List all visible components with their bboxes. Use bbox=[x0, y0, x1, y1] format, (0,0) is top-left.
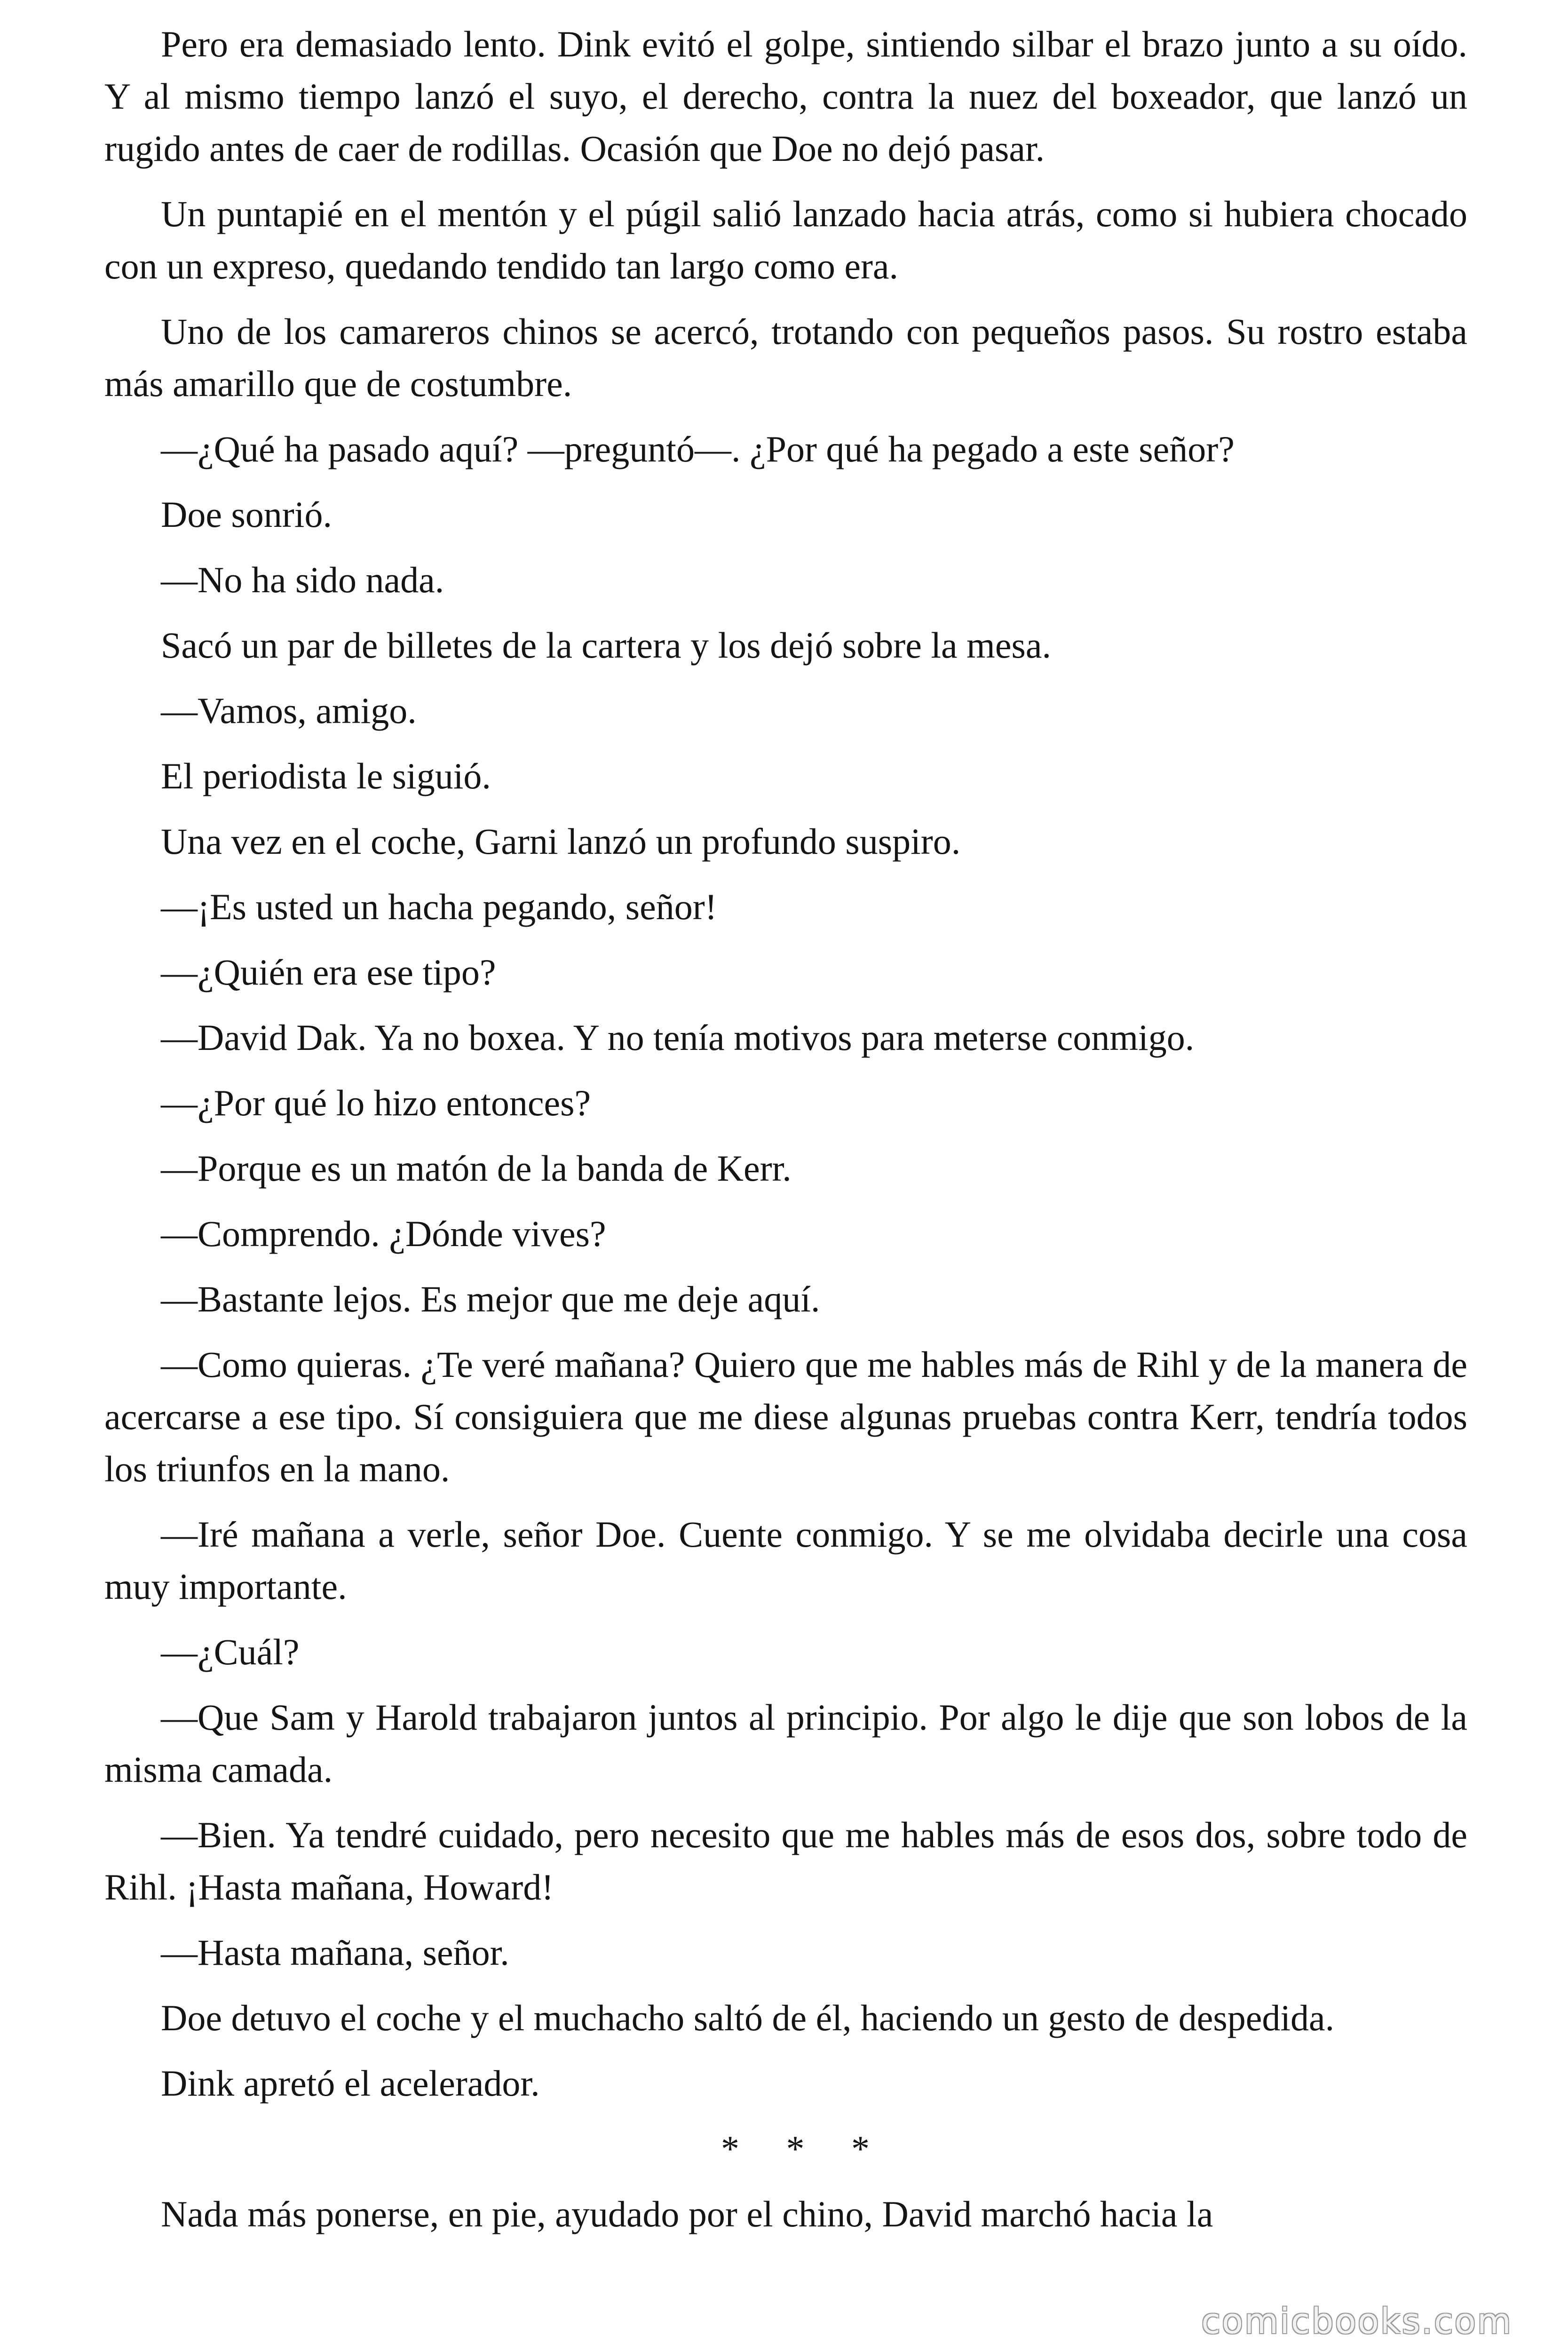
dialogue-line: —¿Qué ha pasado aquí? —preguntó—. ¿Por qué ha pegado a este señor? bbox=[161, 429, 1235, 469]
scene-break: * * * bbox=[721, 2128, 870, 2169]
dialogue-line: —David Dak. Ya no boxea. Y no tenía motivos para meterse conmigo. bbox=[161, 1017, 1195, 1058]
dialogue-line: —Vamos, amigo. bbox=[161, 690, 417, 731]
paragraph: Un puntapié en el mentón y el púgil salió lanzado hacia atrás, como si hubiera chocado con un expreso, quedando tendido tan largo como era. bbox=[104, 193, 1467, 286]
dialogue-line: —Porque es un matón de la banda de Kerr. bbox=[161, 1148, 792, 1189]
dialogue-line: —Iré mañana a verle, señor Doe. Cuente conmigo. Y se me olvidaba decirle una cosa muy importante. bbox=[104, 1514, 1467, 1607]
dialogue-line: —Bien. Ya tendré cuidado, pero necesito que me hables más de esos dos, sobre todo de Rihl. ¡Hasta mañana, Howard! bbox=[104, 1814, 1467, 1907]
paragraph: Sacó un par de billetes de la cartera y los dejó sobre la mesa. bbox=[161, 625, 1051, 666]
dialogue-line: —Que Sam y Harold trabajaron juntos al principio. Por algo le dije que son lobos de la misma camada. bbox=[104, 1697, 1467, 1790]
paragraph: Doe detuvo el coche y el muchacho saltó de él, haciendo un gesto de despedida. bbox=[161, 1997, 1335, 2038]
dialogue-line: —¿Cuál? bbox=[161, 1631, 300, 1672]
paragraph: Uno de los camareros chinos se acercó, trotando con pequeños pasos. Su rostro estaba más amarillo que de costumbre. bbox=[104, 311, 1467, 404]
dialogue-line: —No ha sido nada. bbox=[161, 559, 444, 600]
paragraph: Nada más ponerse, en pie, ayudado por el chino, David marchó hacia la bbox=[161, 2193, 1213, 2234]
dialogue-line: —Bastante lejos. Es mejor que me deje aquí. bbox=[161, 1279, 820, 1319]
paragraph: Doe sonrió. bbox=[161, 494, 332, 535]
paragraph: Una vez en el coche, Garni lanzó un profundo suspiro. bbox=[161, 821, 961, 862]
dialogue-line: —¡Es usted un hacha pegando, señor! bbox=[161, 886, 717, 927]
paragraph: Dink apretó el acelerador. bbox=[161, 2063, 540, 2104]
paragraph: Pero era demasiado lento. Dink evitó el golpe, sintiendo silbar el brazo junto a su oído. Y al mismo tiempo lanzó el suyo, el derecho, contra la nuez del boxeador, que lanzó un rugido antes de caer de rodillas. Ocasión que Doe no dejó pasar. bbox=[104, 24, 1467, 169]
dialogue-line: —Hasta mañana, señor. bbox=[161, 1932, 509, 1973]
dialogue-line: —¿Quién era ese tipo? bbox=[161, 952, 496, 993]
dialogue-line: —Como quieras. ¿Te veré mañana? Quiero que me hables más de Rihl y de la manera de acercarse a ese tipo. Sí consiguiera que me diese algunas pruebas contra Kerr, tendría todos los triunfos en la mano. bbox=[104, 1344, 1467, 1489]
dialogue-line: —Comprendo. ¿Dónde vives? bbox=[161, 1213, 606, 1254]
dialogue-line: —¿Por qué lo hizo entonces? bbox=[161, 1082, 591, 1123]
watermark-logo: comicbooks.com bbox=[1201, 2301, 1513, 2342]
page-body-text bbox=[104, 18, 1467, 2253]
paragraph: El periodista le siguió. bbox=[161, 755, 491, 796]
